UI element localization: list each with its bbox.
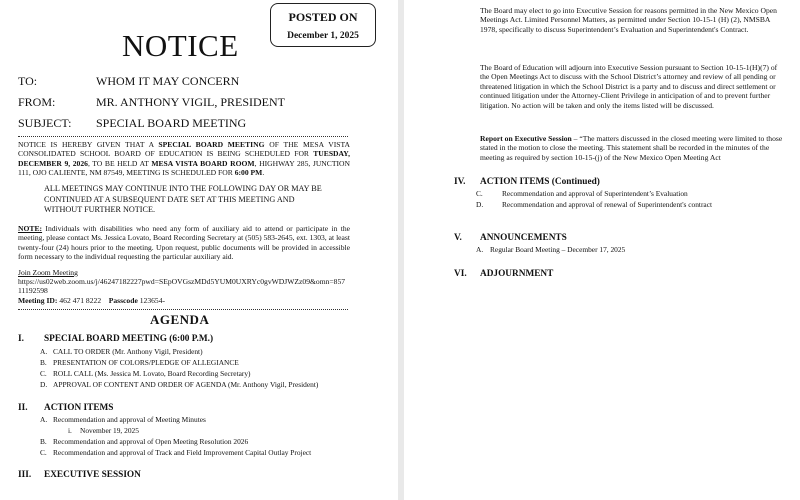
agenda-item: APPROVAL OF CONTENT AND ORDER OF AGENDA (Mr. Anthony Vigil, President)	[53, 380, 319, 389]
note-label: NOTE:	[18, 224, 43, 233]
agenda-item: Recommendation and approval of Superintendent’s Evaluation	[502, 189, 688, 198]
agenda-item-letter: D.	[476, 200, 484, 209]
notice-bold: SPECIAL BOARD MEETING	[158, 140, 265, 149]
notice-text: OF THE MESA VISTA CONSOLIDATED SCHOOL BOARD OF EDUCATION IS BEING SCHEDULED FOR	[18, 140, 350, 159]
to-label: TO:	[18, 74, 38, 88]
section-title: ACTION ITEMS	[44, 403, 114, 413]
note-text: Individuals with disabilities who need any form of auxiliary aid to attend or participate in the meeting, please contact Ms. Jessica Lovato, Board Recording Secretary at (505) 583-2645, ext. 1303, at least twenty-four (24) hours prior to the meeting. Upon request, public documents will be provided in accessible form necessary to the individual requesting the particular auxiliary aid.	[18, 224, 350, 262]
section-title: ADJOURNMENT	[480, 269, 554, 279]
agenda-item: Regular Board Meeting – December 17, 2025	[490, 245, 626, 254]
agenda-subitem: November 19, 2025	[80, 426, 139, 435]
agenda-item-letter: B.	[40, 358, 47, 367]
report-label: Report on Executive Session	[480, 134, 572, 143]
agenda-item: CALL TO ORDER (Mr. Anthony Vigil, President)	[53, 347, 203, 356]
divider	[18, 136, 348, 137]
meeting-id-line	[18, 296, 165, 305]
agenda-item-letter: A.	[40, 415, 48, 424]
agenda-item: Recommendation and approval of Track and Field Improvement Capital Outlay Project	[53, 448, 312, 457]
section-number: II.	[18, 403, 28, 413]
notice-text: .	[262, 168, 265, 178]
section-title: ANNOUNCEMENTS	[480, 233, 567, 243]
section-number: I.	[18, 334, 24, 344]
section-number: VI.	[454, 269, 467, 279]
posted-label: POSTED ON	[288, 10, 358, 24]
subject-label: SUBJECT:	[18, 116, 72, 130]
section-number: V.	[454, 233, 462, 243]
agenda-item: Recommendation and approval of Meeting Minutes	[53, 415, 206, 424]
agenda-title: AGENDA	[150, 312, 210, 327]
report-text: – “The matters discussed in the closed meeting were limited to those stated in the motion to close the meeting. This statement shall be recorded in the minutes of the meeting as required by section 10-15-(j) of the New Mexico Open Meeting Act	[480, 134, 783, 162]
divider	[18, 309, 348, 310]
to-value: WHOM IT MAY CONCERN	[96, 74, 240, 88]
from-value: MR. ANTHONY VIGIL, PRESIDENT	[96, 95, 285, 109]
agenda-item: Recommendation and approval of renewal of Superintendent's contract	[502, 200, 713, 209]
section-title: ACTION ITEMS (Continued)	[480, 177, 600, 187]
posted-date: December 1, 2025	[287, 31, 359, 41]
executive-session-paragraph: The Board of Education will adjourn into Executive Session pursuant to Section 10-15-1(H)(7) of the Open Meetings Act to discuss with the School District’s attorney and review of all pending or threatened litigation in which the School District is a party and to discuss and direct settlement or continued litigation under the Attorney-Client Privilege in anticipation of and to prevent further litigation. No action will be taken and only the items listed will be discussed.	[480, 63, 778, 110]
notice-paragraph	[18, 140, 350, 178]
meeting-id: 462 471 8222	[59, 296, 102, 305]
meeting-id-label: Meeting ID:	[18, 296, 58, 305]
page-right	[404, 0, 800, 500]
notice-text: , TO BE HELD AT	[87, 158, 152, 168]
agenda-item-letter: A.	[40, 347, 48, 356]
join-zoom-link[interactable]: Join Zoom Meeting	[18, 268, 78, 277]
agenda-item: Recommendation and approval of Open Meeting Resolution 2026	[53, 437, 249, 446]
zoom-url[interactable]: https://us02web.zoom.us/j/46247182227pwd=SEpOVGszMDd5YUM0UXRYc0gvWDJWZz09&omn=85711192598	[18, 277, 346, 296]
agenda-item-letter: B.	[40, 437, 47, 446]
agenda-item-letter: C.	[40, 448, 47, 457]
from-label: FROM:	[18, 95, 56, 109]
section-title: EXECUTIVE SESSION	[44, 470, 141, 480]
agenda-item-letter: A.	[476, 245, 484, 254]
section-number: IV.	[454, 177, 466, 187]
notice-text: , HIGHWAY 285, JUNCTION 111, OJO CALIENTE, NM 87549, MEETING IS SCHEDULED FOR	[18, 158, 350, 178]
posted-on-box	[270, 3, 376, 47]
report-on-executive-session	[480, 134, 788, 162]
agenda-item-letter: C.	[476, 189, 483, 198]
agenda-item: PRESENTATION OF COLORS/PLEDGE OF ALLEGIANCE	[53, 358, 239, 367]
section-number: III.	[18, 470, 32, 480]
agenda-subitem-letter: i.	[68, 426, 72, 435]
continuation-note: ALL MEETINGS MAY CONTINUE INTO THE FOLLOWING DAY OR MAY BE CONTINUED AT A SUBSEQUENT DATE SET AT THIS MEETING AND WITHOUT FURTHER NOTICE.	[44, 184, 322, 214]
passcode-label: Passcode	[108, 296, 138, 305]
subject-value: SPECIAL BOARD MEETING	[96, 116, 247, 130]
notice-bold: TUESDAY, DECEMBER 9, 2026	[18, 149, 350, 168]
agenda-item-letter: D.	[40, 380, 48, 389]
disability-note	[18, 224, 350, 262]
notice-bold: 6:00 PM	[234, 168, 263, 178]
passcode: 123654-	[139, 296, 166, 305]
executive-session-paragraph: The Board may elect to go into Executive Session for reasons permitted in the New Mexico Open Meetings Act. Limited Personnel Matters, as permitted under Section 10-15-1 (H) (2), NMSBA 1978, specifically to discuss Superintendent’s Evaluation and Superintendent's Contract.	[480, 6, 777, 34]
page-left	[0, 0, 398, 500]
notice-text: NOTICE IS HEREBY GIVEN THAT A	[18, 140, 159, 149]
agenda-item: ROLL CALL (Ms. Jessica M. Lovato, Board Recording Secretary)	[53, 369, 251, 378]
section-title: SPECIAL BOARD MEETING (6:00 P.M.)	[44, 334, 214, 344]
agenda-item-letter: C.	[40, 369, 47, 378]
notice-bold: MESA VISTA BOARD ROOM	[151, 158, 255, 168]
notice-title: NOTICE	[122, 28, 239, 63]
